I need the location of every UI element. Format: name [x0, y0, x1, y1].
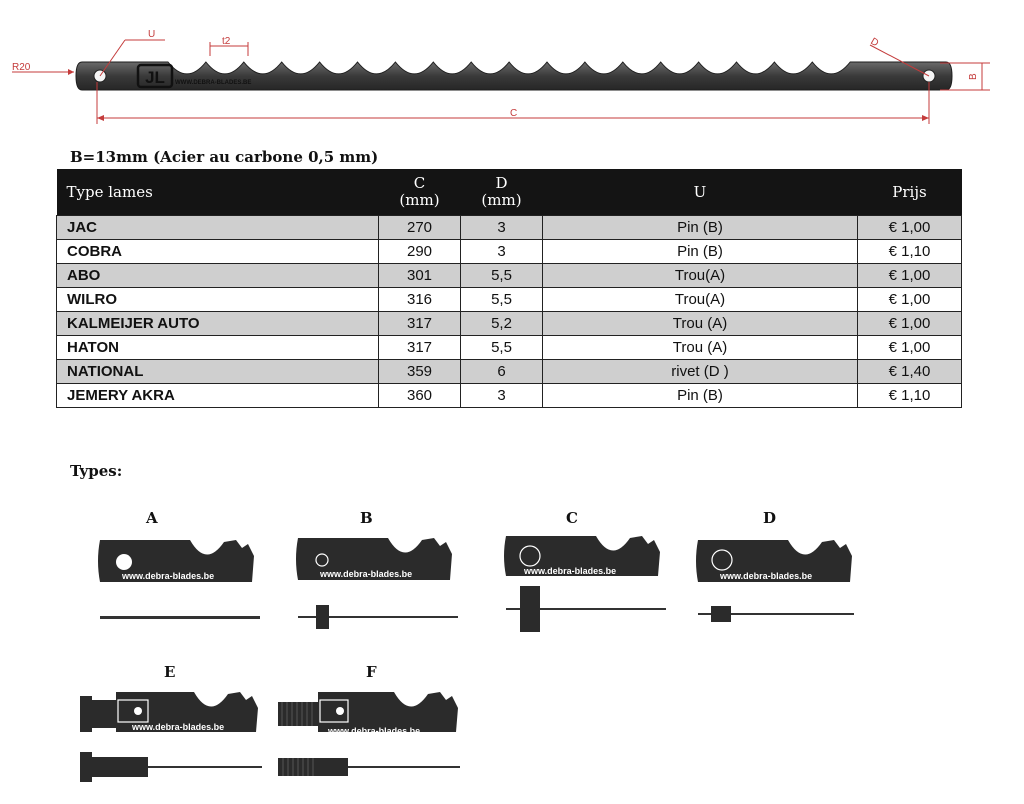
cell-name: WILRO [57, 288, 379, 312]
blade-url-text: WWW.DEBRA-BLADES.BE [175, 80, 252, 86]
type-e-figure [76, 684, 266, 784]
label-d: D [868, 36, 881, 50]
table-row [57, 288, 962, 312]
type-a-letter: A [146, 509, 158, 527]
cell-price: € 1,10 [858, 240, 962, 264]
cell-name: JAC [57, 216, 379, 240]
type-a-url: www.debra-blades.be [122, 571, 215, 581]
type-f-figure [274, 684, 464, 784]
table-row [57, 384, 962, 408]
type-e-url: www.debra-blades.be [132, 722, 225, 732]
cell-c: 360 [379, 384, 461, 408]
cell-c: 290 [379, 240, 461, 264]
cell-u: rivet (D ) [543, 360, 858, 384]
cell-c: 270 [379, 216, 461, 240]
threaded-end-icon [278, 702, 322, 726]
header-d: D (mm) [461, 169, 543, 216]
types-heading: Types: [70, 462, 123, 480]
label-r20: R20 [12, 62, 31, 73]
cell-c: 317 [379, 336, 461, 360]
cell-price: € 1,40 [858, 360, 962, 384]
type-d-url: www.debra-blades.be [720, 571, 813, 581]
cell-d: 3 [461, 384, 543, 408]
table-row [57, 264, 962, 288]
cell-name: KALMEIJER AUTO [57, 312, 379, 336]
cell-name: NATIONAL [57, 360, 379, 384]
cell-price: € 1,00 [858, 216, 962, 240]
cell-price: € 1,00 [858, 312, 962, 336]
type-c-figure [502, 530, 672, 638]
label-b: B [968, 73, 979, 80]
table-row [57, 360, 962, 384]
label-t2: t2 [222, 36, 231, 47]
svg-text:JL: JL [145, 68, 165, 87]
cell-u: Pin (B) [543, 240, 858, 264]
type-d-letter: D [763, 509, 777, 527]
cell-price: € 1,10 [858, 384, 962, 408]
cell-name: HATON [57, 336, 379, 360]
header-u: U [543, 169, 858, 216]
header-price: Prijs [858, 169, 962, 216]
cell-c: 316 [379, 288, 461, 312]
label-u: U [148, 29, 156, 40]
cell-d: 5,5 [461, 288, 543, 312]
thread-lines [282, 702, 312, 726]
cell-u: Pin (B) [543, 216, 858, 240]
type-b-url: www.debra-blades.be [320, 569, 413, 579]
cell-price: € 1,00 [858, 336, 962, 360]
spec-heading: B=13mm (Acier au carbone 0,5 mm) [70, 148, 379, 166]
cell-u: Pin (B) [543, 384, 858, 408]
cell-d: 5,2 [461, 312, 543, 336]
cell-d: 6 [461, 360, 543, 384]
table-header-row [57, 169, 962, 216]
profile-line [136, 766, 262, 768]
type-e-letter: E [164, 663, 176, 681]
cell-c: 317 [379, 312, 461, 336]
cell-price: € 1,00 [858, 264, 962, 288]
cell-d: 3 [461, 240, 543, 264]
type-b-figure [294, 530, 464, 630]
rivet-icon [520, 586, 540, 632]
cell-u: Trou(A) [543, 264, 858, 288]
type-b-letter: B [360, 509, 373, 527]
pin-icon [316, 605, 329, 629]
cell-name: JEMERY AKRA [57, 384, 379, 408]
type-c-url: www.debra-blades.be [524, 566, 617, 576]
type-f-letter: F [366, 663, 377, 681]
label-c: C [510, 108, 518, 119]
cell-c: 359 [379, 360, 461, 384]
type-d-figure [694, 530, 864, 630]
cell-c: 301 [379, 264, 461, 288]
cell-price: € 1,00 [858, 288, 962, 312]
cell-name: ABO [57, 264, 379, 288]
cell-u: Trou (A) [543, 336, 858, 360]
table-row [57, 336, 962, 360]
blade-dimension-drawing [0, 0, 1024, 135]
profile-line [100, 616, 260, 619]
header-c: C (mm) [379, 169, 461, 216]
header-type: Type lames [57, 169, 379, 216]
cell-d: 5,5 [461, 264, 543, 288]
type-a-figure [96, 530, 266, 630]
cell-name: COBRA [57, 240, 379, 264]
cell-u: Trou(A) [543, 288, 858, 312]
table-row [57, 240, 962, 264]
cell-u: Trou (A) [543, 312, 858, 336]
hole-icon [116, 554, 132, 570]
rivet-icon [711, 606, 731, 622]
table-row [57, 216, 962, 240]
table-row [57, 312, 962, 336]
type-f-url: www.debra-blades.be [328, 726, 421, 736]
type-c-letter: C [566, 509, 578, 527]
blade-price-table [56, 169, 962, 408]
cell-d: 5,5 [461, 336, 543, 360]
cell-d: 3 [461, 216, 543, 240]
profile-line [346, 766, 460, 768]
